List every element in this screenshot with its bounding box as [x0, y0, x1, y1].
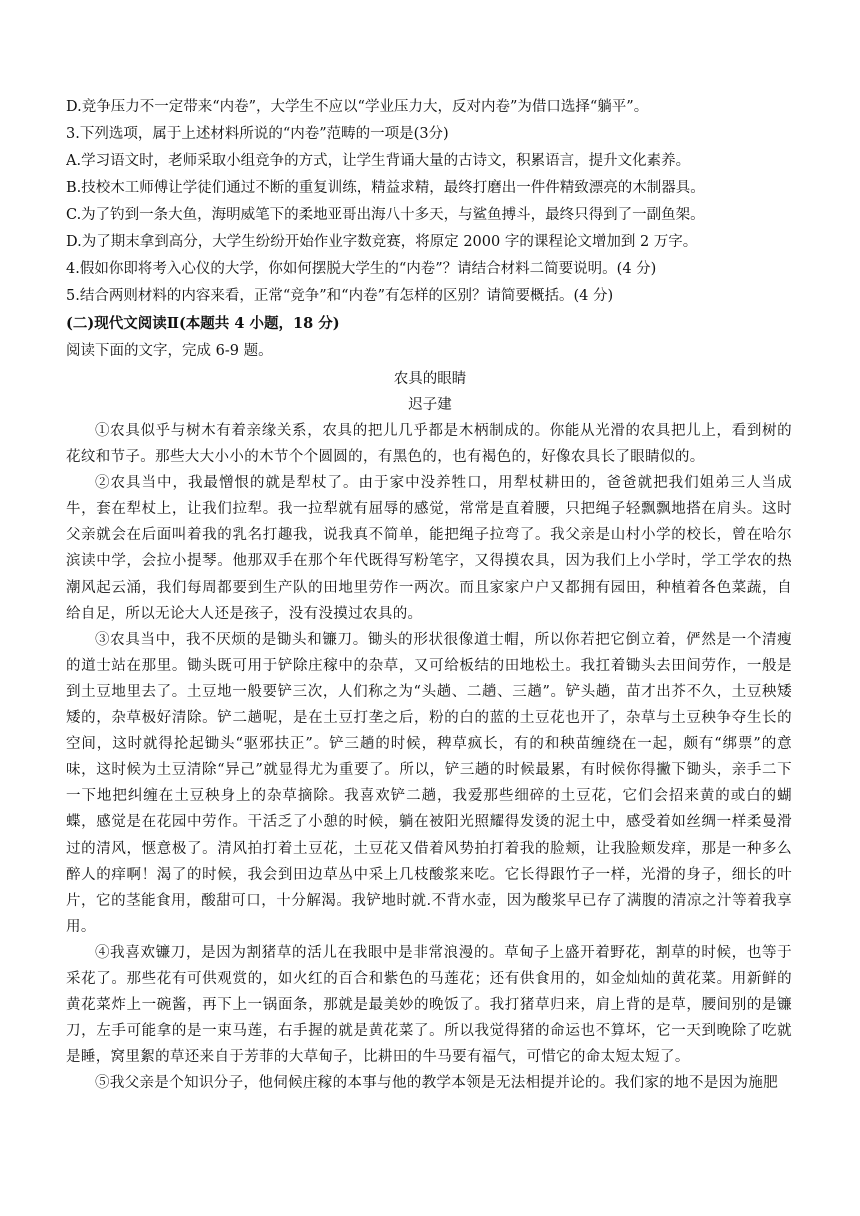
question-3-option-a: A.学习语文时，老师采取小组竞争的方式，让学生背诵大量的古诗文，积累语言，提升文化素养。: [66, 153, 691, 169]
question-option-d-previous: D.竞争压力不一定带来“内卷”，大学生不应以“学业压力大，反对内卷”为借口选择“躺平”。: [66, 99, 649, 115]
essay-paragraph-3: ③农具当中，我不厌烦的是锄头和镰刀。锄头的形状很像道士帽，所以你若把它倒立着，俨然是一个清瘦的道士站在那里。锄头既可用于铲除庄稼中的杂草，又可给板结的田地松土。我扛着锄头去田间劳作，一般是到土豆地里去了。土豆地一般要铲三次，人们称之为“头趟、二趟、三趟”。铲头趟，苗才出芥不久，土豆秧矮矮的，杂草极好清除。铲二趟呢，是在土豆打垄之后，粉的白的蓝的土豆花也开了，杂草与土豆秧争夺生长的空间，这时就得抡起锄头“驱邪扶正”。铲三趟的时候，稗草疯长，有的和秧苗缠绕在一起，颇有“绑票”的意味，这时候为土豆清除“异己”就显得尤为重要了。所以，铲三趟的时候最累，有时候你得撇下锄头，亲手二下一下地把纠缠在土豆秧身上的杂草摘除。我喜欢铲二趟，我爱那些细碎的土豆花，它们会招来黄的或白的蝴蝶，感觉是在花园中劳作。干活乏了小憩的时候，躺在被阳光照耀得发烫的泥土中，感受着如丝绸一样柔曼滑过的清风，惬意极了。清风拍打着土豆花，土豆花又借着风势拍打着我的脸颊，让我脸颊发痒，那是一种多么醉人的痒啊！渴了的时候，我会到田边草丛中采上几枝酸浆来吃。它长得跟竹子一样，光滑的身子，细长的叶片，它的茎能食用，酸甜可口，十分解渴。我铲地时就.不背水壶，因为酸浆早已存了满腹的清凉之汁等着我享用。: [66, 631, 792, 935]
essay-paragraph-4: ④我喜欢镰刀，是因为割猪草的活儿在我眼中是非常浪漫的。草甸子上盛开着野花，割草的时候，也等于采花了。那些花有可供观赏的，如火红的百合和紫色的马莲花；还有供食用的，如金灿灿的黄花菜。用新鲜的黄花菜炸上一碗酱，再下上一锅面条，那就是最美妙的晚饭了。我打猪草归来，肩上背的是草，腰间别的是镰刀，左手可能拿的是一束马莲，右手握的就是黄花菜了。所以我觉得猪的命运也不算坏，它一天到晚除了吃就是睡，窝里絮的草还来自于芳菲的大草甸子，比耕田的牛马要有福气，可惜它的命太短太短了。: [66, 944, 792, 1066]
question-5: 5.结合两则材料的内容来看，正常“竞争”和“内卷”有怎样的区别？请简要概括。(4 分): [66, 288, 614, 304]
essay-paragraph-5: ⑤我父亲是个知识分子，他伺候庄稼的本事与他的教学本领是无法相提并论的。我们家的地不是因为施肥: [95, 1075, 779, 1092]
essay-body: [66, 418, 792, 1096]
section-heading: (二)现代文阅读Ⅱ(本题共 4 小题，18 分): [66, 315, 340, 332]
question-3-option-d: D.为了期末拿到高分，大学生纷纷开始作业字数竞赛，将原定 2000 字的课程论文增加到 2 万字。: [66, 234, 698, 250]
essay-author: 迟子建: [408, 397, 452, 413]
question-3-stem: 3.下列选项，属于上述材料所说的“内卷”范畴的一项是(3分): [66, 126, 449, 142]
section-instruction: 阅读下面的文字，完成 6-9 题。: [66, 343, 273, 359]
question-3-option-b: B.技校木工师傅让学徒们通过不断的重复训练，精益求精，最终打磨出一件件精致漂亮的木制器具。: [66, 180, 705, 196]
question-4: 4.假如你即将考入心仪的大学，你如何摆脱大学生的“内卷”？请结合材料二简要说明。(4 分): [66, 261, 657, 277]
essay-paragraph-1: ①农具似乎与树木有着亲缘关系，农具的把儿几乎都是木柄制成的。你能从光滑的农具把儿上，看到树的花纹和节子。那些大大小小的木节个个圆圆的，有黑色的，也有褐色的，好像农具长了眼睛似的。: [66, 423, 792, 466]
essay-title: 农具的眼睛: [393, 371, 467, 387]
question-3-option-c: C.为了钓到一条大鱼，海明威笔下的柔地亚哥出海八十多天，与鲨鱼搏斗，最终只得到了一副鱼架。: [66, 207, 705, 223]
essay-paragraph-2: ②农具当中，我最憎恨的就是犁杖了。由于家中没养牲口，用犁杖耕田的，爸爸就把我们姐弟三人当成牛，套在犁杖上，让我们拉犁。我一拉犁就有屈辱的感觉，常常是直着腰，只把绳子轻飘飘地搭在肩头。这时父亲就会在后面叫着我的乳名打趣我，说我真不简单，能把绳子拉弯了。我父亲是山村小学的校长，曾在哈尔滨读中学，会拉小提琴。他那双手在那个年代既得写粉笔字，又得摸农具，因为我们上小学时，学工学农的热潮风起云涌，我们每周都要到生产队的田地里劳作一两次。而且家家户户又都拥有园田，种植着各色菜蔬，自给自足，所以无论大人还是孩子，没有没摸过农具的。: [66, 475, 792, 622]
